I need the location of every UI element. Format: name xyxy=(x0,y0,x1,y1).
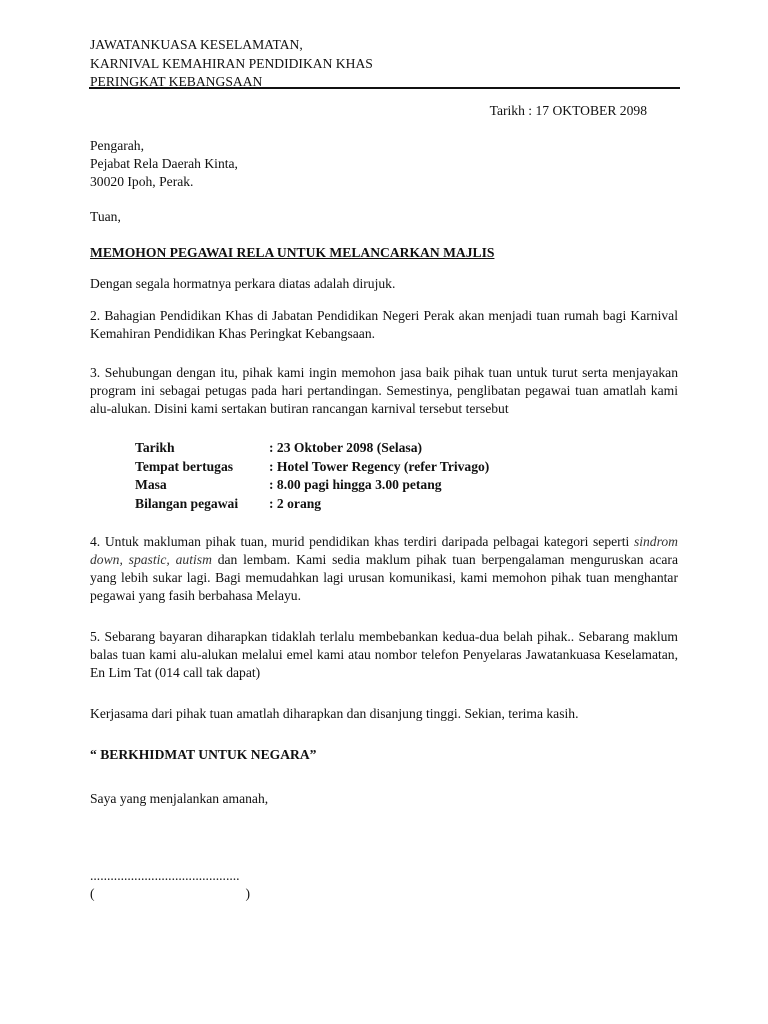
subject-heading: MEMOHON PEGAWAI RELA UNTUK MELANCARKAN MAJLIS xyxy=(90,245,495,260)
recipient-line-3: 30020 Ipoh, Perak. xyxy=(90,174,194,189)
event-details-table xyxy=(135,439,489,513)
paragraph-4-categories: sindrom down, spastic, autism xyxy=(90,534,678,567)
detail-value: : 8.00 pagi hingga 3.00 petang xyxy=(269,477,442,492)
detail-row xyxy=(135,476,489,495)
paragraph-5: 5. Sebarang bayaran diharapkan tidaklah terlalu membebankan kedua-dua belah pihak.. Sebarang maklum balas tuan kami alu-alukan melalui emel kami atau nombor telefon Penyelaras Jawatankuasa Keselamatan, En Lim Tat (014 call tak dapat) xyxy=(90,629,678,680)
subject-wrap xyxy=(90,244,678,262)
paren-close: ) xyxy=(245,886,250,901)
paragraph-4 xyxy=(90,533,678,605)
letterhead-line-3: PERINGKAT KEBANGSAAN xyxy=(90,74,263,89)
paragraph-4-end: dan lembam. Kami sedia maklum pihak tuan berpengalaman menguruskan acara yang lebih sukar lagi. Bagi memudahkan lagi urusan komunikasi, kami memohon pihak tuan menghantar pegawai yang fasih berbahasa Melayu. xyxy=(90,552,678,603)
letterhead xyxy=(90,36,678,92)
letter-date: Tarikh : 17 OKTOBER 2098 xyxy=(489,103,647,118)
motto: “ BERKHIDMAT UNTUK NEGARA” xyxy=(90,747,317,762)
detail-label: Masa xyxy=(135,477,167,492)
recipient-address xyxy=(90,137,678,191)
detail-row xyxy=(135,458,489,477)
detail-label: Bilangan pegawai xyxy=(135,495,239,511)
closing-paragraph: Kerjasama dari pihak tuan amatlah diharapkan dan disanjung tinggi. Sekian, terima kasih. xyxy=(90,706,579,721)
paragraph-1: Dengan segala hormatnya perkara diatas adalah dirujuk. xyxy=(90,276,396,291)
sign-off: Saya yang menjalankan amanah, xyxy=(90,791,269,806)
detail-value: : 23 Oktober 2098 (Selasa) xyxy=(269,440,423,455)
signature-name-placeholder xyxy=(90,885,250,903)
detail-label: Tarikh xyxy=(135,440,175,455)
salutation: Tuan, xyxy=(90,209,121,224)
recipient-line-1: Pengarah, xyxy=(90,138,144,153)
detail-label: Tempat bertugas xyxy=(135,458,234,474)
paragraph-3: 3. Sehubungan dengan itu, pihak kami ingin memohon jasa baik pihak tuan untuk turut serta menjayakan program ini sebagai petugas pada hari pertandingan. Semestinya, penglibatan pegawai tuan amatlah kami alu-alukan. Disini kami sertakan butiran rancangan karnival tersebut tersebut xyxy=(90,365,678,416)
detail-row xyxy=(135,439,489,458)
paragraph-2: 2. Bahagian Pendidikan Khas di Jabatan Pendidikan Negeri Perak akan menjadi tuan rumah bagi Karnival Kemahiran Pendidikan Khas Peringkat Kebangsaan. xyxy=(90,308,678,341)
detail-value: : Hotel Tower Regency (refer Trivago) xyxy=(269,458,490,474)
recipient-line-2: Pejabat Rela Daerah Kinta, xyxy=(90,156,238,171)
detail-value: : 2 orang xyxy=(269,495,322,511)
detail-row xyxy=(135,495,489,514)
paragraph-4-start: 4. Untuk makluman pihak tuan, murid pendidikan khas terdiri daripada pelbagai kategori seperti xyxy=(90,534,634,549)
signature-line: ............................................ xyxy=(90,868,240,883)
header-divider xyxy=(89,87,680,89)
letterhead-line-1: JAWATANKUASA KESELAMATAN, xyxy=(90,37,303,52)
paren-open: ( xyxy=(90,886,95,901)
letterhead-line-2: KARNIVAL KEMAHIRAN PENDIDIKAN KHAS xyxy=(90,55,373,71)
